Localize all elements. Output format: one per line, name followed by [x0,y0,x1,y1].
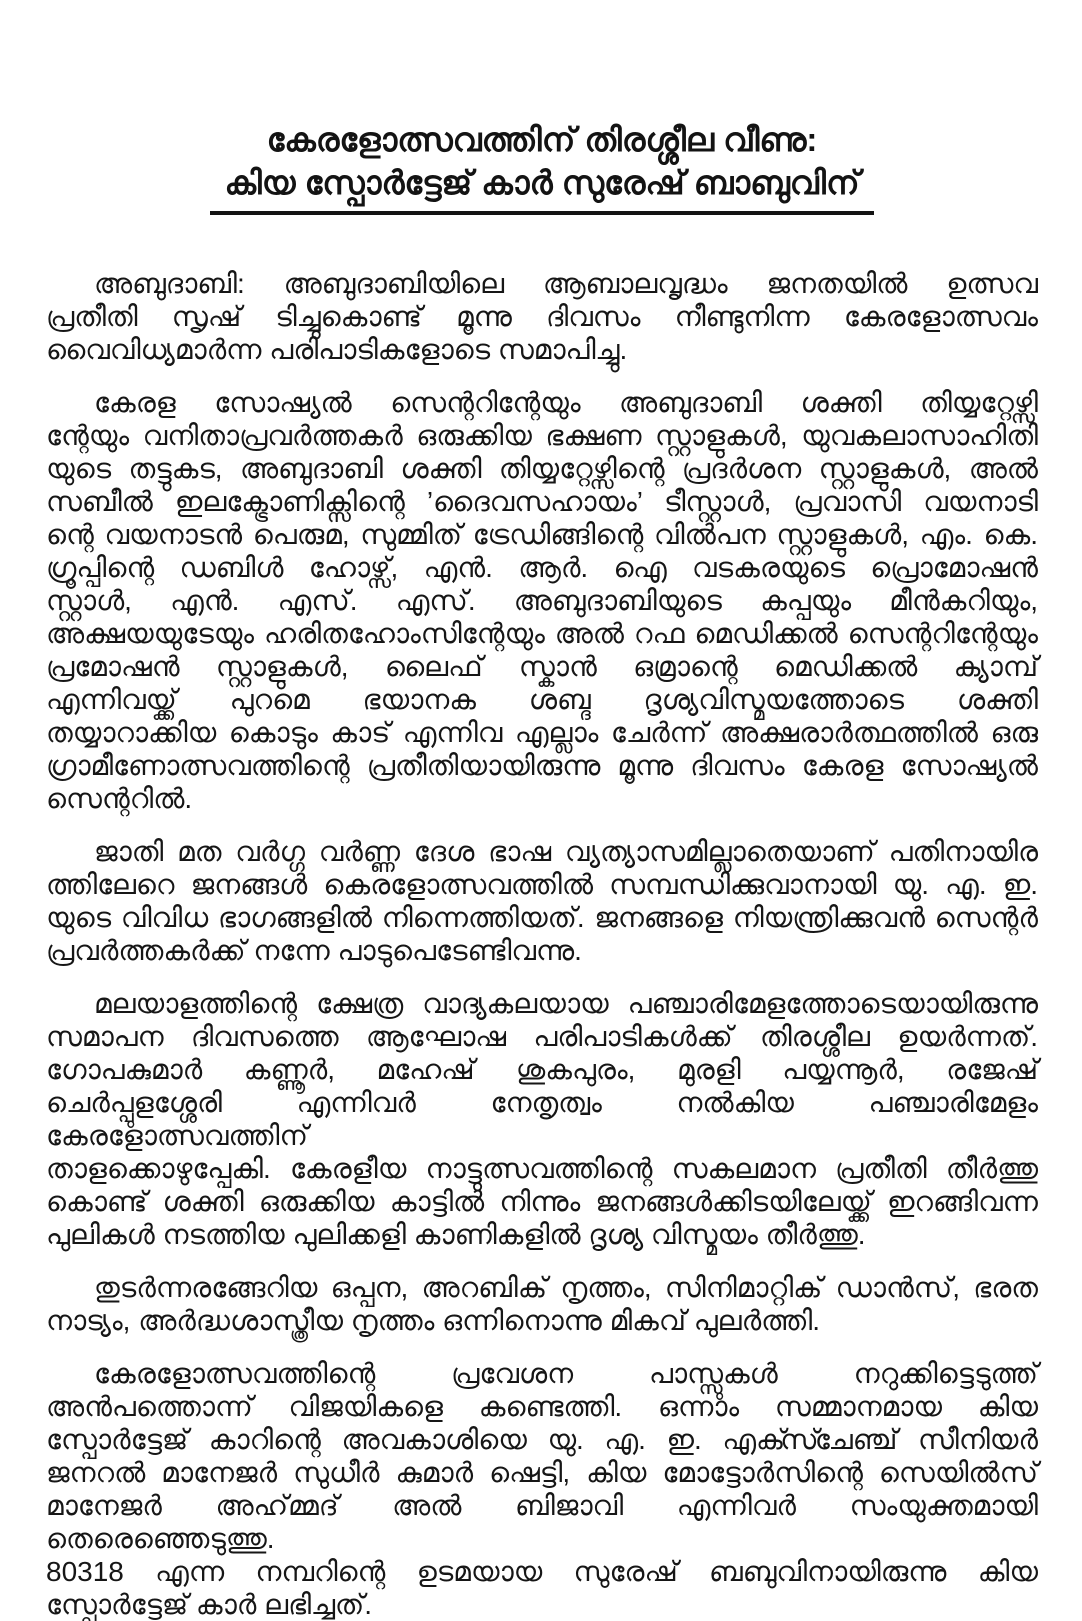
text-line: അക്ഷയയുടേയും ഹരിതഹോംസിന്റേയും അൽ റഫ മെഡിക്കൽ സെന്ററിന്റേയും [46,618,1038,649]
paragraph [46,386,1038,815]
text-line: ന്റേയും വനിതാപ്രവർത്തകർ ഒരുക്കിയ ഭക്ഷണ സ്റ്റാളുകൾ, യുവകലാസാഹിതി [46,420,1038,451]
text-line: മലയാളത്തിന്റെ ക്ഷേത്ര വാദ്യകലയായ പഞ്ചാരിമേളത്തോടെയായിരുന്നു [94,988,1038,1019]
article-title-line-1: കേരളോത്സവത്തിന് തിരശ്ശീല വീണു: [266,121,818,158]
text-line: പ്രമോഷൻ സ്റ്റാളുകൾ, ലൈഫ് സ്കാൻ ഒമ്രാന്റെ മെഡിക്കൽ ക്യാമ്പ് [46,651,1038,682]
text-line: സമാപന ദിവസത്തെ ആഘോഷ പരിപാടികൾക്ക് തിരശ്ശീല ഉയർന്നത്. [46,1021,1038,1052]
text-line: തുടർന്നരങ്ങേറിയ ഒപ്പന, അറബിക് നൃത്തം, സിനിമാറ്റിക് ഡാൻസ്, ഭരത [94,1272,1038,1303]
text-line: പുലികൾ നടത്തിയ പുലിക്കളി കാണികളിൽ ദൃശ്യ വിസ്മയം തീർത്തു. [46,1219,866,1250]
text-line: സെന്ററിൽ. [46,783,193,814]
text-line: സ്റ്റാൾ, എൻ. എസ്. എസ്. അബുദാബിയുടെ കപ്പയും മീൻകറിയും, [46,585,1038,616]
text-line: നാട്യം, അർദ്ധശാസ്ത്രീയ നൃത്തം ഒന്നിനൊന്നു മികവ് പുലർത്തി. [46,1305,820,1336]
paragraph [46,267,1038,366]
text-line: ജാതി മത വർഗ്ഗ വർണ്ണ ദേശ ഭാഷ വ്യത്യാസമില്ലാതെയാണ് പതിനായിര [94,836,1038,867]
paragraph [46,987,1038,1251]
text-line: കേരള സോഷ്യൽ സെന്ററിന്റേയും അബുദാബി ശക്തി തിയ്യറ്റേഴ്സി [94,387,1038,418]
text-line: ജനറൽ മാനേജർ സുധീർ കുമാർ ഷെട്ടി, കിയ മോട്ടോർസിന്റെ സെയിൽസ് [46,1457,1038,1488]
text-line: മാനേജർ അഹ്മ്മദ് അൽ ബിജാവി എന്നിവർ സംയുക്തമായി തെരെഞ്ഞെടുത്തു. [46,1490,1038,1554]
text-line: അബുദാബി: അബുദാബിയിലെ ആബാലവൃദ്ധം ജനതയിൽ ഉത്സവ [94,268,1038,299]
text-line: ഗോപകുമാർ കണ്ണൂർ, മഹേഷ് ശുകപുരം, മുരളി പയ്യന്നൂർ, രജേഷ് [46,1054,1038,1085]
article-body [46,267,1038,1621]
text-line: തയ്യാറാക്കിയ കൊടും കാട് എന്നിവ എല്ലാം ചേർന്ന് അക്ഷരാർത്ഥത്തിൽ ഒരു [46,717,1038,748]
article-title-line-2: കിയ സ്പോർട്ടേജ് കാർ സുരേഷ് ബാബുവിന് [210,161,873,215]
text-line: എന്നിവയ്ക്ക് പുറമെ ഭയാനക ശബ്ദ ദൃശ്യവിസ്മയത്തോടെ ശക്തി [46,684,1038,715]
article-title [46,118,1038,215]
text-line: കേരളോത്സവത്തിന്റെ പ്രവേശന പാസ്സുകൾ നറുക്കിട്ടെടുത്ത് [94,1358,1038,1389]
text-line: കൊണ്ട് ശക്തി ഒരുക്കിയ കാട്ടിൽ നിന്നും ജനങ്ങൾക്കിടയിലേയ്ക്ക് ഇറങ്ങിവന്ന [46,1186,1038,1217]
text-line: 80318 എന്ന നമ്പറിന്റെ ഉടമയായ സുരേഷ് ബബുവിനായിരുന്നു കിയ [46,1556,1038,1587]
text-line: ത്തിലേറെ ജനങ്ങൾ കെരളോത്സവത്തിൽ സമ്പന്ധിക്കുവാനായി യു. എ. ഇ. [46,869,1038,900]
text-line: ഗ്രൂപ്പിന്റെ ഡബിൾ ഹോഴ്സ്, എൻ. ആർ. ഐ വടകരയുടെ പ്രൊമോഷൻ [46,552,1038,583]
text-line: താളക്കൊഴുപ്പേകി. കേരളീയ നാട്ടുത്സവത്തിന്റെ സകലമാന പ്രതീതി തീർത്തു [46,1153,1038,1184]
article-title-line-2-wrap [46,161,1038,215]
text-line: പ്രവർത്തകർക്ക് നന്നേ പാടുപെടേണ്ടിവന്നു. [46,935,582,966]
paragraph [46,1357,1038,1621]
text-line: യുടെ വിവിധ ഭാഗങ്ങളിൽ നിന്നെത്തിയത്. ജനങ്ങളെ നിയന്ത്രിക്കുവൻ സെന്റർ [46,902,1038,933]
text-line: ന്റെ വയനാടൻ പെരുമ, സുമ്മിത് ട്രേഡിങ്ങിന്റെ വിൽപന സ്റ്റാളുകൾ, എം. കെ. [46,519,1038,550]
text-line: സബീൽ ഇലക്ട്രോണിക്സിന്റെ ’ദൈവസഹായം’ ടീസ്റ്റാൾ, പ്രവാസി വയനാടി [46,486,1038,517]
text-line: പ്രതീതി സൃഷ് ടിച്ചുകൊണ്ട് മൂന്നു ദിവസം നീണ്ടുനിന്ന കേരളോത്സവം [46,301,1038,332]
paragraph [46,1271,1038,1337]
text-line: സ്പോർട്ടേജ് കാർ ലഭിച്ചത്. [46,1589,373,1620]
text-line: ഗ്രാമീണോത്സവത്തിന്റെ പ്രതീതിയായിരുന്നു മൂന്നു ദിവസം കേരള സോഷ്യൽ [46,750,1038,781]
text-line: വൈവിധ്യമാർന്ന പരിപാടികളോടെ സമാപിച്ചു. [46,334,628,365]
paragraph [46,835,1038,967]
text-line: യുടെ തട്ടുകട, അബുദാബി ശക്തി തിയ്യറ്റേഴ്സിന്റെ പ്രദർശന സ്റ്റാളുകൾ, അൽ [46,453,1038,484]
text-line: ചെർപ്പുളശ്ശേരി എന്നിവർ നേതൃത്വം നൽകിയ പഞ്ചാരിമേളം കേരളോത്സവത്തിന് [46,1087,1038,1151]
text-line: സ്പോർട്ടേജ് കാറിന്റെ അവകാശിയെ യു. എ. ഇ. എക്സ്ചേഞ്ച് സീനിയർ [46,1424,1038,1455]
text-line: അൻപത്തൊന്ന് വിജയികളെ കണ്ടെത്തി. ഒന്നാം സമ്മാനമായ കിയ [46,1391,1038,1422]
